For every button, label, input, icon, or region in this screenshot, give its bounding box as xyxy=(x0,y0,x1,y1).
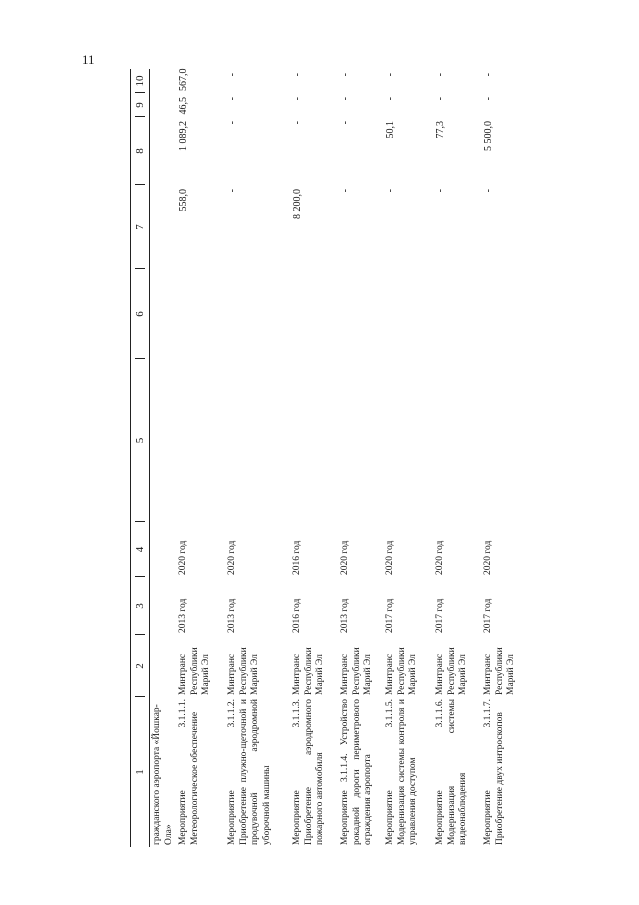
column-header-3: 3 xyxy=(134,603,146,609)
row-value-col-7: - xyxy=(385,189,396,193)
column-header-8: 8 xyxy=(134,148,146,154)
row-value-col-9: - xyxy=(227,97,238,101)
row-start-year: 2013 год xyxy=(340,598,350,633)
row-value-col-10: 567,0 xyxy=(178,68,189,91)
row-value-col-7: 558,0 xyxy=(178,189,189,212)
column-header-2: 2 xyxy=(134,663,146,669)
page-number: 11 xyxy=(82,52,95,67)
rotated-table xyxy=(130,69,610,847)
row-start-year: 2016 год xyxy=(292,598,302,633)
row-value-col-8: 50,1 xyxy=(385,121,396,139)
row-value-col-8: 77,3 xyxy=(435,121,446,139)
row-end-year: 2020 год xyxy=(385,540,395,575)
row-value-col-9: 46,5 xyxy=(178,97,189,115)
row-value-col-7: 8 200,0 xyxy=(292,189,303,219)
column-divider xyxy=(135,521,145,522)
row-end-year: 2020 год xyxy=(483,540,493,575)
row-executor: Минтранс Республики Марий Эл xyxy=(178,647,211,695)
row-value-col-8: 1 089,2 xyxy=(178,121,189,151)
row-value-col-7: - xyxy=(435,189,446,193)
row-measure-name: Мероприятие 3.1.1.7. Приобретение двух интроскопов xyxy=(483,699,505,845)
column-divider xyxy=(135,268,145,269)
row-value-col-10: - xyxy=(227,73,238,77)
column-divider xyxy=(135,696,145,697)
column-divider xyxy=(135,634,145,635)
column-header-1: 1 xyxy=(134,769,146,775)
row-start-year: 2013 год xyxy=(227,598,237,633)
header-bottom-rule xyxy=(149,69,150,847)
row-executor: Минтранс Республики Марий Эл xyxy=(385,647,418,695)
column-header-4: 4 xyxy=(134,546,146,553)
row-measure-name: Мероприятие 3.1.1.6. Модернизация системы видеонаблюдения xyxy=(435,699,468,845)
row-value-col-9: - xyxy=(292,97,303,101)
row-end-year: 2020 год xyxy=(340,540,350,575)
column-header-6: 6 xyxy=(134,311,146,317)
row-start-year: 2017 год xyxy=(435,598,445,633)
row-executor: Минтранс Республики Марий Эл xyxy=(483,647,516,695)
column-divider xyxy=(135,358,145,359)
row-measure-name: Мероприятие 3.1.1.2. Приобретение плужно-щеточной и продувочной аэродромной уборочной машины xyxy=(227,699,272,845)
column-divider xyxy=(135,92,145,93)
column-header-9: 9 xyxy=(134,102,146,108)
column-header-7: 7 xyxy=(134,224,146,230)
row-value-col-7: - xyxy=(340,189,351,193)
row-start-year: 2017 год xyxy=(483,598,493,633)
row-executor: Минтранс Республики Марий Эл xyxy=(227,647,260,695)
row-value-col-9: - xyxy=(435,97,446,101)
row-end-year: 2016 год xyxy=(292,540,302,575)
row-executor: Минтранс Республики Марий Эл xyxy=(435,647,468,695)
row-value-col-10: - xyxy=(385,73,396,77)
column-header-5: 5 xyxy=(134,437,146,444)
row-value-col-9: - xyxy=(483,97,494,101)
row-end-year: 2020 год xyxy=(435,540,445,575)
row-end-year: 2020 год xyxy=(178,540,188,575)
row-measure-name: Мероприятие 3.1.1.3. Приобретение аэродромного пожарного автомобиля xyxy=(292,699,325,845)
row-value-col-7: - xyxy=(483,189,494,193)
row-value-col-10: - xyxy=(483,73,494,77)
row-measure-name: Мероприятие 3.1.1.5. Модернизация системы контроля и управления доступом xyxy=(385,699,418,845)
row-executor: Минтранс Республики Марий Эл xyxy=(340,647,373,695)
section-header: гражданского аэропорта «Йошкар-Ола» xyxy=(152,704,174,845)
row-measure-name: Мероприятие 3.1.1.4. Устройство рокадной дороги периметрового ограждения аэропорта xyxy=(340,699,373,845)
row-value-col-8: 5 500,0 xyxy=(483,121,494,151)
row-value-col-10: - xyxy=(292,73,303,77)
row-value-col-9: - xyxy=(385,97,396,101)
row-start-year: 2017 год xyxy=(385,598,395,633)
column-divider xyxy=(135,116,145,117)
row-value-col-7: - xyxy=(227,189,238,193)
row-end-year: 2020 год xyxy=(227,540,237,575)
row-value-col-10: - xyxy=(435,73,446,77)
row-value-col-8: - xyxy=(340,121,351,125)
column-header-10: 10 xyxy=(134,75,146,87)
row-value-col-9: - xyxy=(340,97,351,101)
row-start-year: 2013 год xyxy=(178,598,188,633)
row-value-col-10: - xyxy=(340,73,351,77)
row-executor: Минтранс Республики Марий Эл xyxy=(292,647,325,695)
column-divider xyxy=(135,184,145,185)
row-value-col-8: - xyxy=(292,121,303,125)
row-measure-name: Мероприятие 3.1.1.1. Метеорологическое обеспечение xyxy=(178,699,200,845)
row-value-col-8: - xyxy=(227,121,238,125)
column-divider xyxy=(135,576,145,577)
